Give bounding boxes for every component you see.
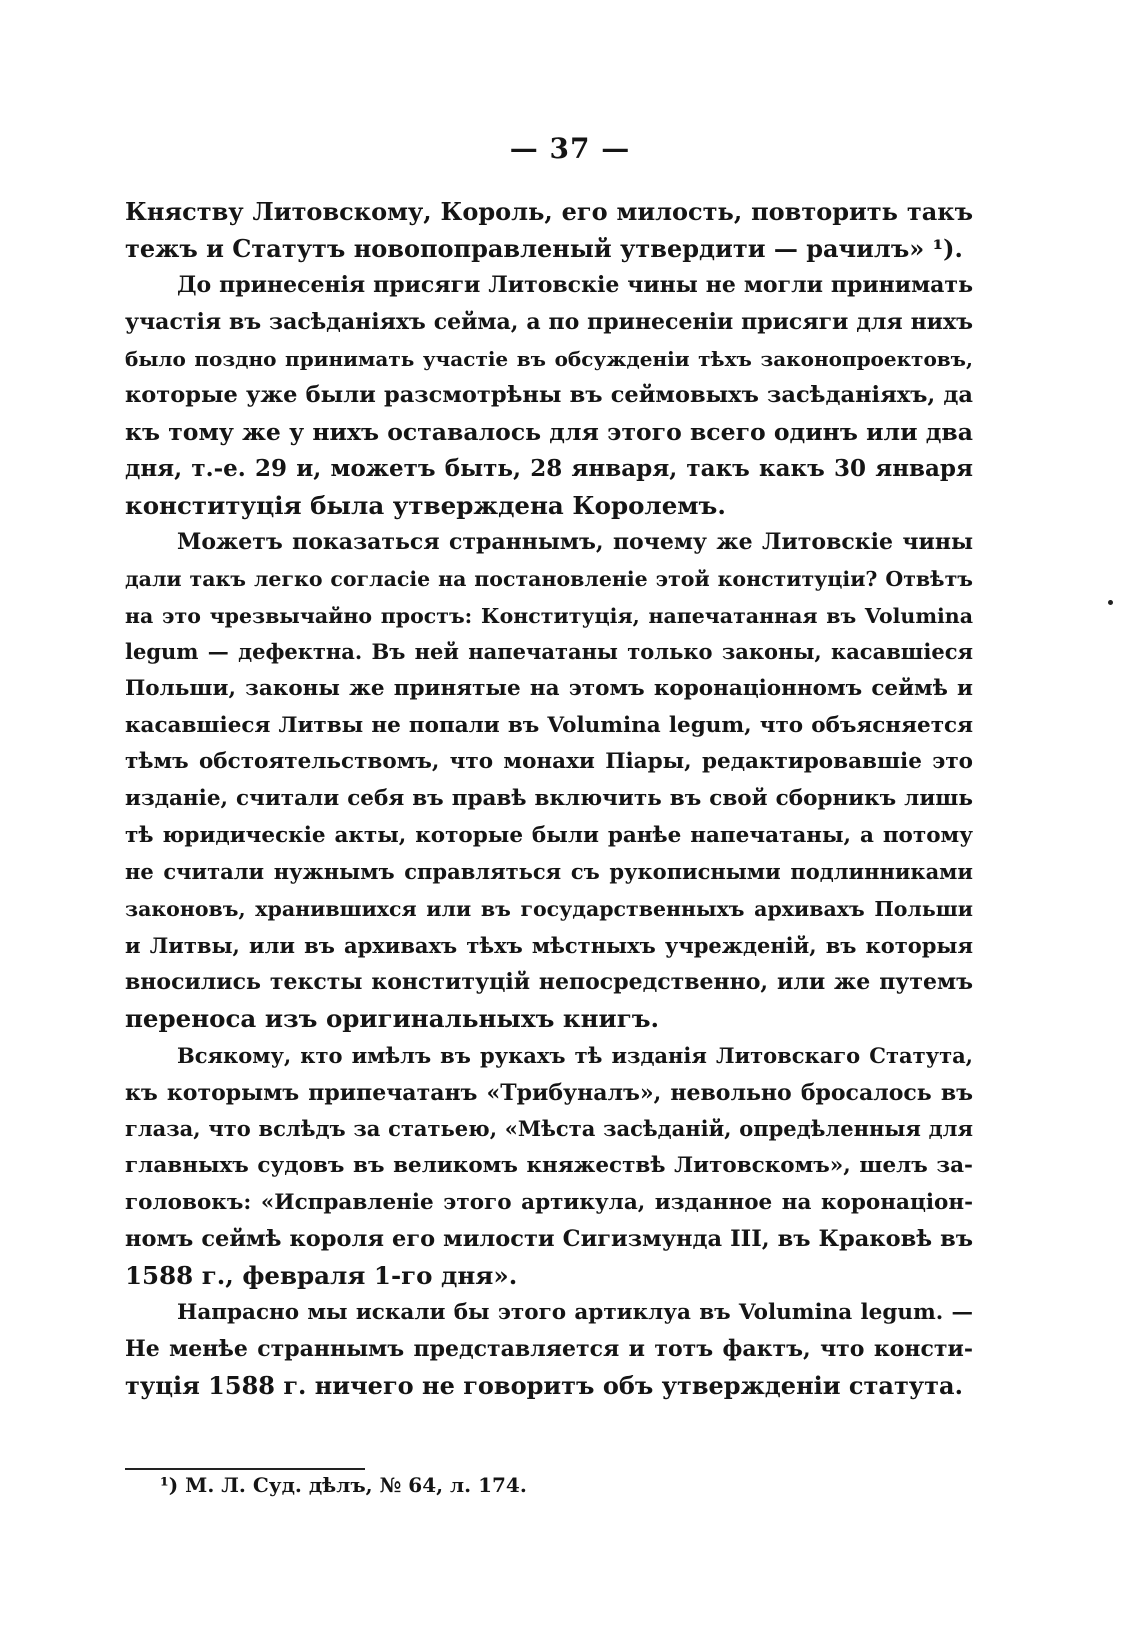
text-line: на это чрезвычайно простъ: Конституція, напечатанная въ Volumina	[125, 603, 973, 628]
text-line: главныхъ судовъ въ великомъ княжествѣ Литовскомъ», шелъ за-	[125, 1152, 973, 1178]
text-line: участія въ засѣданіяхъ сейма, а по принесеніи присяги для нихъ	[125, 309, 973, 336]
text-line: Княству Литовскому, Король, его милость, повторить такъ	[125, 197, 973, 226]
text-line: не считали нужнымъ справляться съ рукописными подлинниками	[125, 859, 973, 885]
text-line: Напрасно мы искали бы этого артиклуа въ Volumina legum. —	[177, 1299, 973, 1325]
footnote: ¹) М. Л. Суд. дѣлъ, № 64, л. 174.	[160, 1473, 527, 1497]
text-line: переноса изъ оригинальныхъ книгъ.	[125, 1004, 660, 1034]
text-line: Не менѣе страннымъ представляется и тотъ фактъ, что консти-	[125, 1336, 973, 1363]
margin-dot	[1108, 600, 1113, 605]
text-line: дали такъ легко согласіе на постановленіе этой конституціи? Отвѣтъ	[125, 566, 973, 591]
text-line: дня, т.-е. 29 и, можетъ быть, 28 января, такъ какъ 30 января	[125, 454, 973, 482]
text-line: которые уже были разсмотрѣны въ сеймовыхъ засѣданіяхъ, да	[125, 382, 973, 409]
text-line: 1588 г., февраля 1-го дня».	[125, 1260, 518, 1290]
text-line: и Литвы, или въ архивахъ тѣхъ мѣстныхъ учрежденій, въ которыя	[125, 932, 973, 958]
text-line: legum — дефектна. Въ ней напечатаны только законы, касавшіеся	[125, 639, 973, 665]
text-line: Всякому, кто имѣлъ въ рукахъ тѣ изданія Литовскаго Статута,	[177, 1042, 973, 1068]
text-line: Можетъ показаться страннымъ, почему же Литовскіе чины	[177, 529, 973, 556]
text-line: номъ сеймѣ короля его милости Сигизмунда III, въ Краковѣ въ	[125, 1226, 973, 1253]
text-line: глаза, что вслѣдъ за статьею, «Мѣста засѣданій, опредѣленныя для	[125, 1116, 973, 1142]
text-line: было поздно принимать участіе въ обсужденіи тѣхъ законопроектовъ,	[125, 346, 973, 371]
text-line: изданіе, считали себя въ правѣ включить въ свой сборникъ лишь	[125, 786, 973, 811]
text-line: законовъ, хранившихся или въ государственныхъ архивахъ Польши	[125, 897, 973, 922]
text-line: къ тому же у нихъ оставалось для этого всего одинъ или два	[125, 418, 973, 447]
text-line: тежъ и Статутъ новопоправленый утвердити — рачилъ» ¹).	[125, 233, 963, 263]
text-line: конституція была утверждена Королемъ.	[125, 490, 726, 520]
text-line: вносились тексты конституцій непосредственно, или же путемъ	[125, 969, 973, 996]
text-line: тѣ юридическіе акты, которые были ранѣе напечатаны, а потому	[125, 822, 973, 848]
body-text	[125, 194, 973, 1405]
text-line: тѣмъ обстоятельствомъ, что монахи Піары, редактировавшіе это	[125, 749, 973, 775]
text-line: головокъ: «Исправленіе этого артикула, изданное на коронаціон-	[125, 1189, 973, 1215]
text-line: Польши, законы же принятые на этомъ коронаціонномъ сеймѣ и	[125, 675, 973, 701]
page-number: — 37 —	[509, 132, 631, 165]
text-line: къ которымъ припечатанъ «Трибуналъ», невольно бросалось въ	[125, 1079, 973, 1106]
text-line: До принесенія присяги Литовскіе чины не могли принимать	[177, 272, 973, 299]
text-line: касавшіеся Литвы не попали въ Volumina legum, что объясняется	[125, 712, 973, 738]
text-line: туція 1588 г. ничего не говоритъ объ утвержденіи статута.	[125, 1371, 963, 1400]
